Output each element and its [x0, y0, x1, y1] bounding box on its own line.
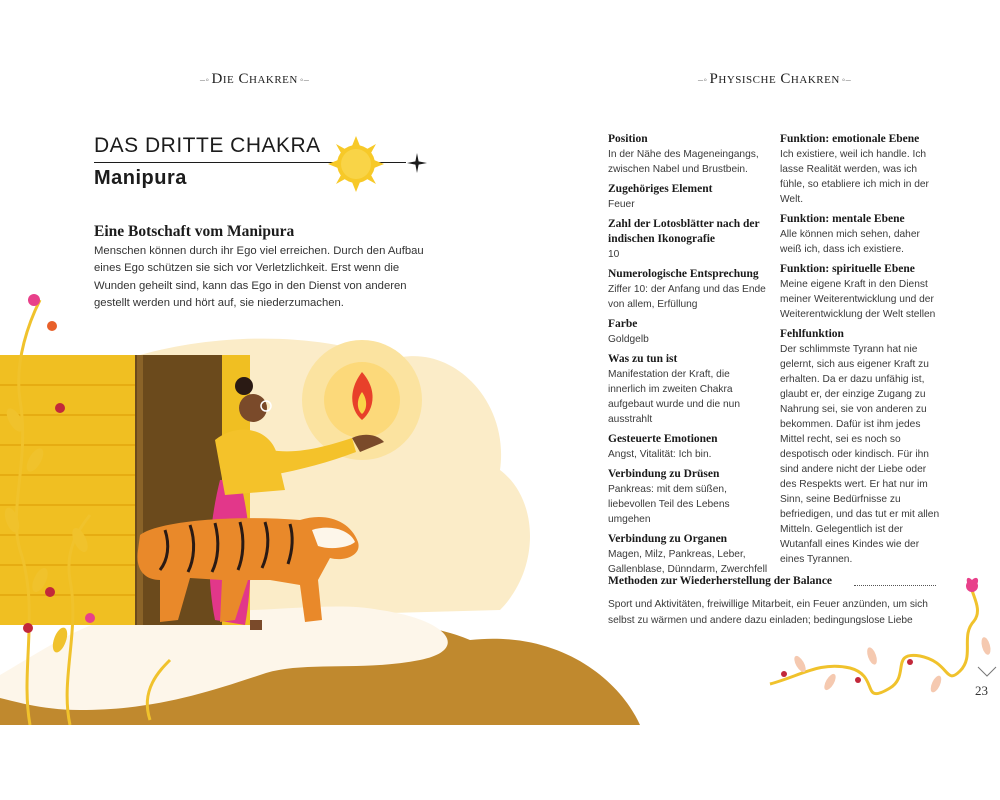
right-ornament-icon: ◦–	[841, 75, 852, 86]
info-entry-organs	[608, 532, 770, 577]
left-ornament-icon: –◦	[698, 75, 708, 86]
balance-heading: Methoden zur Wiederherstellung der Balance	[608, 575, 833, 587]
entry-text: 10	[608, 249, 620, 260]
entry-heading: Funktion: mentale Ebene	[780, 213, 905, 225]
message-body: Menschen können durch ihr Ego viel erreichen. Durch den Aufbau eines Ego schützen sie sich vor Verletzlichkeit. Erst wenn die Wunden geheilt sind, kann das Ego in den Dienst von anderen gestellt werden und hört auf, sie niederzumachen.	[94, 245, 424, 310]
entry-heading: Was zu tun ist	[608, 353, 678, 365]
entry-heading: Gesteuerte Emotionen	[608, 433, 718, 445]
entry-heading: Farbe	[608, 318, 638, 330]
entry-text: Ziffer 10: der Anfang und das Ende von allem, Erfüllung	[608, 284, 766, 310]
info-entry-numerology	[608, 267, 770, 312]
entry-text: In der Nähe des Mageneingangs, zwischen Nabel und Brustbein.	[608, 149, 759, 175]
entry-heading: Zugehöriges Element	[608, 183, 713, 195]
page-number: 23	[975, 683, 988, 698]
info-entry-glands	[608, 467, 770, 527]
message-heading: Eine Botschaft vom Manipura	[94, 223, 295, 240]
left-ornament-icon: –◦	[200, 75, 210, 86]
entry-text: Feuer	[608, 199, 635, 210]
entry-text: Meine eigene Kraft in den Dienst meiner Weiterentwicklung und der Weiterentwicklung der Welt stellen	[780, 279, 936, 320]
chakra-illustration	[0, 280, 660, 725]
info-entry-lotus	[608, 217, 770, 262]
running-head-right: –◦ Physische Chakren ◦–	[698, 71, 852, 87]
info-entry-color	[608, 317, 770, 347]
balance-text: Sport und Aktivitäten, freiwillige Mitarbeit, ein Feuer anzünden, um sich selbst zu wärmen und andere dazu einladen; bedingungslose Liebe	[608, 599, 928, 626]
right-ornament-icon: ◦–	[299, 75, 310, 86]
entry-text: Der schlimmste Tyrann hat nie gelernt, sich aus eigener Kraft zu erhalten. Da er dazu unfähig ist, glaubt er, der einzige Zugang zu Nahrung sei, sie von anderen zu bekommen. Dafür ist ihm jedes Mittel recht, sei es noch so despotisch oder kindisch. Für ihn sind andere nicht der Liebe oder des Respekts wert. Er hat nur im Sinn, seine Bedürfnisse zu befriedigen, und das tut er mit allen Mitteln. Gelegentlich ist der Wutanfall eines Kindes wie der eines Tyrannen.	[780, 344, 940, 565]
entry-heading: Zahl der Lotosblätter nach der indischen Ikonografie	[608, 218, 760, 245]
entry-heading: Verbindung zu Organen	[608, 533, 728, 545]
entry-text: Ich existiere, weil ich handle. Ich lasse Realität werden, was ich fühle, so etabliere ich mich in der Welt.	[780, 149, 929, 205]
info-entry-position	[608, 132, 770, 177]
info-entry-mental	[780, 212, 942, 257]
four-point-star-icon	[406, 152, 428, 174]
chevron-down-icon	[977, 666, 997, 678]
entry-heading: Funktion: spirituelle Ebene	[780, 263, 915, 275]
info-column-right	[780, 132, 942, 572]
chakra-title: DAS DRITTE CHAKRA	[94, 134, 321, 157]
entry-text: Magen, Milz, Pankreas, Leber, Gallenblase, Dünndarm, Zwerchfell	[608, 549, 768, 575]
info-entry-emotional	[780, 132, 942, 207]
entry-heading: Position	[608, 133, 648, 145]
entry-heading: Fehlfunktion	[780, 328, 844, 340]
sun-icon	[326, 134, 386, 194]
info-column-left	[608, 132, 770, 582]
entry-text: Goldgelb	[608, 334, 649, 345]
entry-text: Angst, Vitalität: Ich bin.	[608, 449, 712, 460]
chakra-subtitle: Manipura	[94, 167, 187, 189]
info-entry-spiritual	[780, 262, 942, 322]
running-head-left: –◦ Die Chakren ◦–	[200, 71, 310, 87]
entry-heading: Verbindung zu Drüsen	[608, 468, 720, 480]
vine-flourish-icon	[760, 576, 1000, 706]
info-entry-dysfunction	[780, 327, 942, 567]
info-entry-todo	[608, 352, 770, 427]
entry-heading: Numerologische Entsprechung	[608, 268, 759, 280]
info-entry-emotions	[608, 432, 770, 462]
info-entry-element	[608, 182, 770, 212]
entry-text: Alle können mich sehen, daher weiß ich, dass ich existiere.	[780, 229, 920, 255]
entry-text: Pankreas: mit dem süßen, liebevollen Teil des Lebens umgehen	[608, 484, 730, 525]
entry-text: Manifestation der Kraft, die innerlich im zweiten Chakra aufgebaut wurde und die nun ausstrahlt	[608, 369, 740, 425]
entry-heading: Funktion: emotionale Ebene	[780, 133, 920, 145]
